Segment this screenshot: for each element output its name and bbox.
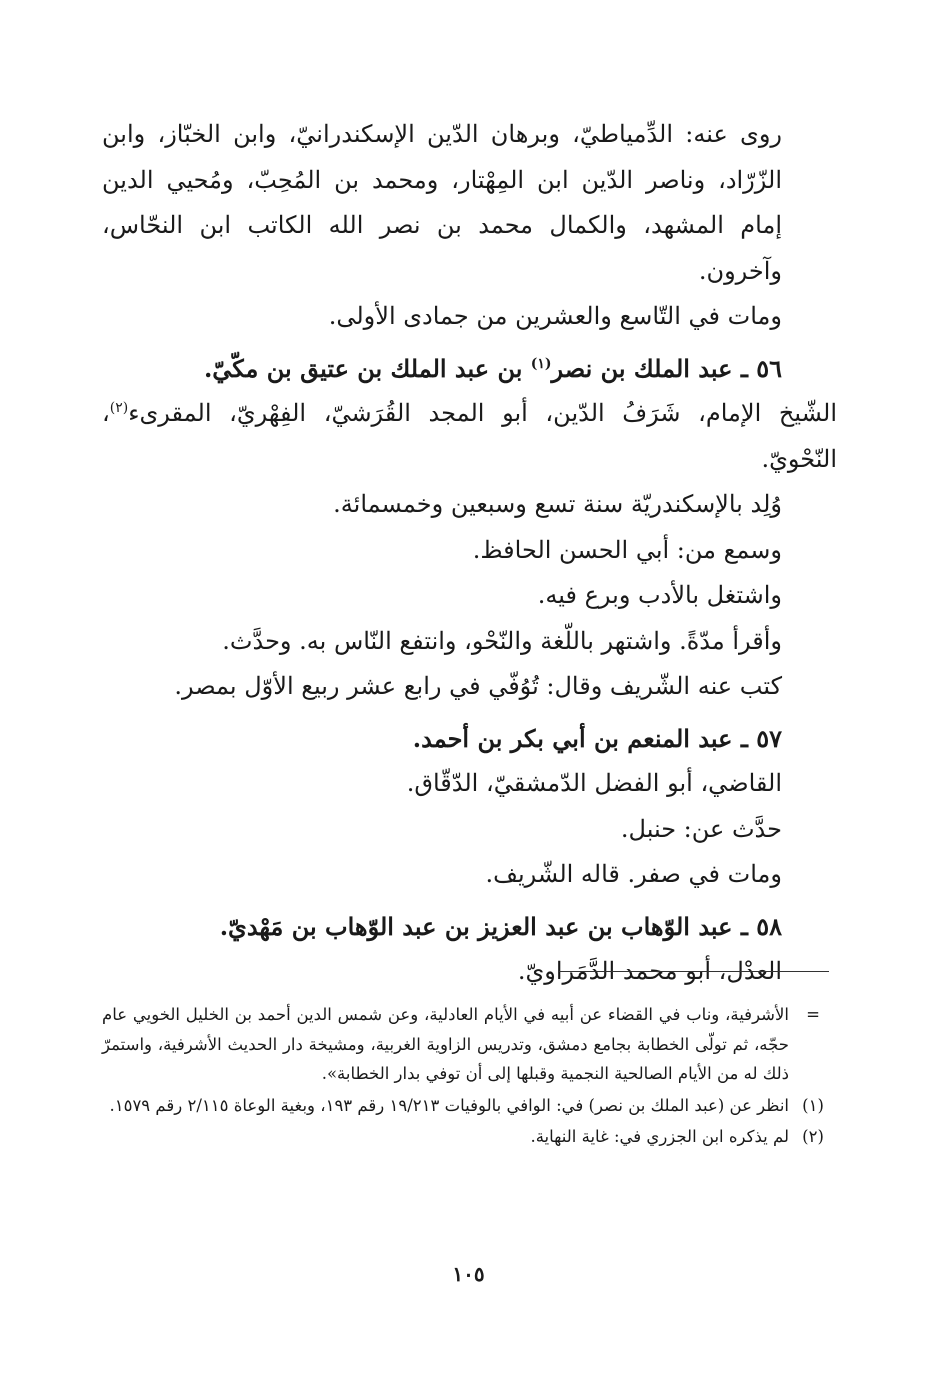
entry-56-birth-line: وُلِد بالإسكندريّة سنة تسع وسبعين وخمسمائة. [333, 490, 782, 518]
entry-56-title-part1: ٥٦ ـ عبد الملك بن نصر [551, 353, 782, 383]
footnote-continuation-text: الأشرفية، وناب في القضاء عن أبيه في الأيام العادلية، وعن شمس الدين أحمد بن الخليل الخويي عام حجّه، ثم تولّى الخطابة بجامع دمشق، وتدريس الزاوية الغربية، ومشيخة دار الحديث الأشرفية، واستمرّ ذلك له من الأيام الصالحية النجمية وقبلها إلى أن توفي بدار الخطابة». [102, 1005, 789, 1083]
entry-57-death-line: ومات في صفر. قاله الشّريف. [485, 860, 782, 888]
entry-57-narration-line: حدَّث عن: حنبل. [620, 814, 782, 843]
entry-58-description: العدْل، أبو محمد الدَّمَراويّ. [517, 957, 782, 985]
footnote-1-text: انظر عن (عبد الملك بن نصر) في: الوافي بالوفيات ١٩/٢١٣ رقم ١٩٣، وبغية الوعاة ٢/١١٥ رقم ١٥٧٩. [109, 1095, 789, 1115]
entry-57-description: القاضي، أبو الفضل الدّمشقيّ، الدّقّاق. [406, 769, 782, 797]
page-number: ١٠٥ [452, 1262, 485, 1286]
entry-56-description-part1: الشّيخ الإمام، شَرَفُ الدّين، أبو المجد القُرَشيّ، الفِهْريّ، المقرىء [128, 399, 837, 427]
footnotes-block [102, 1000, 837, 1154]
narrators-paragraph: روى عنه: الدِّمياطيّ، وبرهان الدّين الإسكندرانيّ، وابن الخبّاز، وابن الزّرّاد، وناصر الدّين ابن المِهْتار، ومحمد بن المُحِبّ، ومُحيي الدين إمام المشهد، والكمال محمد بن نصر الله الكاتب ابن النحّاس، وآخرون. [102, 120, 782, 285]
footnote-continuation-marker: = [806, 1005, 820, 1024]
entry-56-study-line: واشتغل بالأدب وبرع فيه. [537, 581, 782, 609]
footnote-2-text: لم يذكره ابن الجزري في: غاية النهاية. [530, 1127, 789, 1146]
entry-56-description-part2: ، النّحْويّ. [102, 399, 837, 473]
main-text-block [102, 112, 837, 995]
footnote-separator [559, 971, 829, 972]
entry-56-title-part2: بن عبد الملك بن عتيق بن مكّيّ. [203, 353, 531, 383]
entry-58-heading: ٥٨ ـ عبد الوّهاب بن عبد العزيز بن عبد الوّهاب بن مَهْديّ. [219, 911, 782, 941]
entry-56-description [102, 391, 837, 482]
entry-56-heading [102, 346, 837, 392]
footnote-continuation [102, 1000, 837, 1089]
entry-56-teacher-line: وسمع من: أبي الحسن الحافظ. [472, 535, 782, 564]
entry-56-death-line: كتب عنه الشّريف وقال: تُوُفّي في رابع عشر ربيع الأوّل بمصر. [174, 672, 782, 700]
footnote-2-marker: (٢) [802, 1127, 824, 1146]
death-date-line: ومات في التّاسع والعشرين من جمادى الأولى. [328, 302, 782, 330]
entry-56-teaching-line: وأقرأ مدّةً. واشتهر باللّغة والنّحْو، وانتفع النّاس به. وحدَّث. [222, 626, 782, 655]
entry-57-heading: ٥٧ ـ عبد المنعم بن أبي بكر بن أحمد. [412, 723, 782, 753]
footnote-ref-1: (١) [530, 355, 552, 372]
footnote-2 [102, 1122, 837, 1152]
footnote-1-marker: (١) [802, 1095, 824, 1115]
footnote-ref-2: (٢) [109, 400, 129, 416]
footnote-1 [102, 1091, 837, 1121]
